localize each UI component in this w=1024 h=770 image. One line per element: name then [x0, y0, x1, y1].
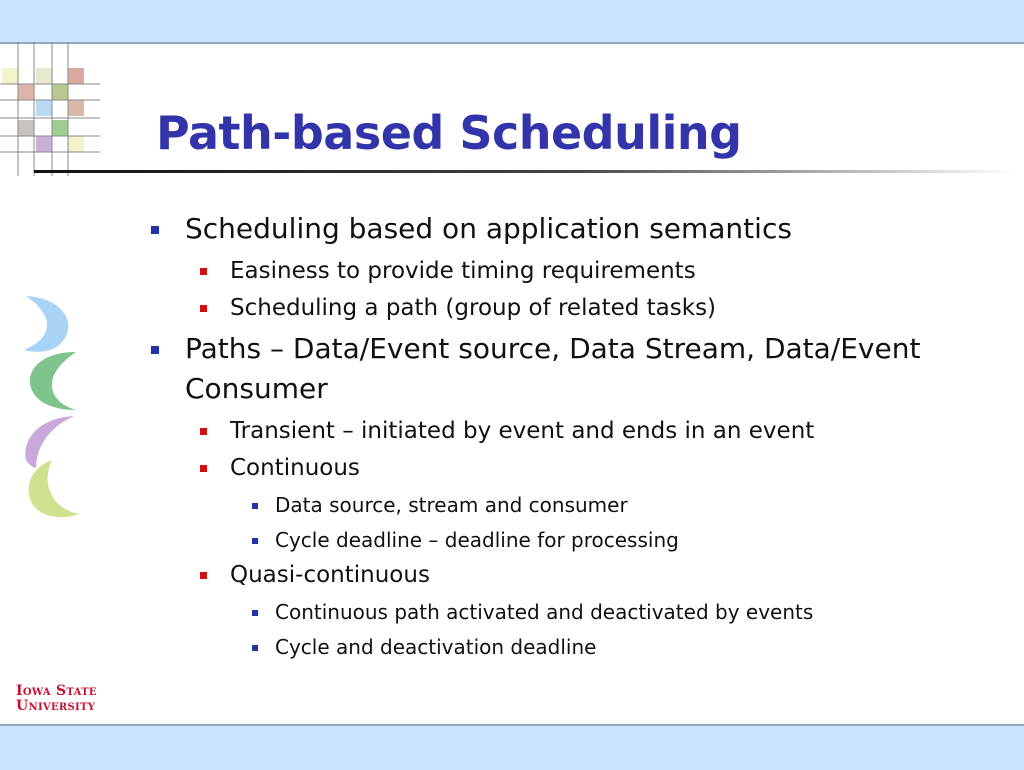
bullet-text: Continuous: [230, 455, 360, 481]
bullet-marker: [200, 572, 207, 579]
bullet-text: Data source, stream and consumer: [275, 493, 628, 517]
bullet-item: [140, 293, 1010, 323]
bullet-marker: [200, 305, 207, 312]
bullet-text: Quasi-continuous: [230, 562, 430, 588]
bullet-item: [140, 599, 1010, 625]
logo-line-1: Iowa State: [16, 683, 97, 699]
bullet-text: Scheduling a path (group of related tasks): [230, 295, 717, 321]
bullet-text: Cycle deadline – deadline for processing: [275, 528, 679, 552]
university-logo: [16, 684, 97, 714]
bullet-item: [140, 256, 1010, 286]
bullet-text: Transient – initiated by event and ends in an event: [230, 418, 815, 444]
bullet-item: [140, 634, 1010, 660]
bullet-marker: [151, 346, 159, 354]
bullet-text: Continuous path activated and deactivated by events: [275, 600, 814, 624]
bullet-marker: [151, 226, 159, 234]
bullet-item: [140, 209, 1010, 249]
title-divider: [34, 170, 1014, 173]
bullet-marker: [200, 428, 207, 435]
bullet-item: [140, 560, 1010, 590]
slide-title: Path-based Scheduling: [156, 106, 742, 160]
bullet-marker: [252, 610, 258, 616]
bullet-marker: [252, 645, 258, 651]
bullet-marker: [252, 503, 258, 509]
bullet-marker: [252, 538, 258, 544]
bullet-item: [140, 416, 1010, 446]
bullet-text: Easiness to provide timing requirements: [230, 258, 696, 284]
bullet-text: Scheduling based on application semantics: [185, 212, 792, 245]
decorative-grid: [0, 40, 110, 180]
logo-line-2: University: [16, 698, 96, 714]
bullet-item: [140, 453, 1010, 483]
bullet-text: Cycle and deactivation deadline: [275, 635, 597, 659]
decorative-crescents: [18, 290, 88, 525]
bullet-marker: [200, 465, 207, 472]
bullet-marker: [200, 268, 207, 275]
bullet-text: Paths – Data/Event source, Data Stream, Data/Event Consumer: [185, 332, 921, 405]
top-band: [0, 0, 1024, 44]
bullet-list: [140, 203, 1010, 660]
bottom-band: [0, 724, 1024, 770]
bullet-item: [140, 329, 1010, 409]
bullet-item: [140, 492, 1010, 518]
bullet-item: [140, 527, 1010, 553]
